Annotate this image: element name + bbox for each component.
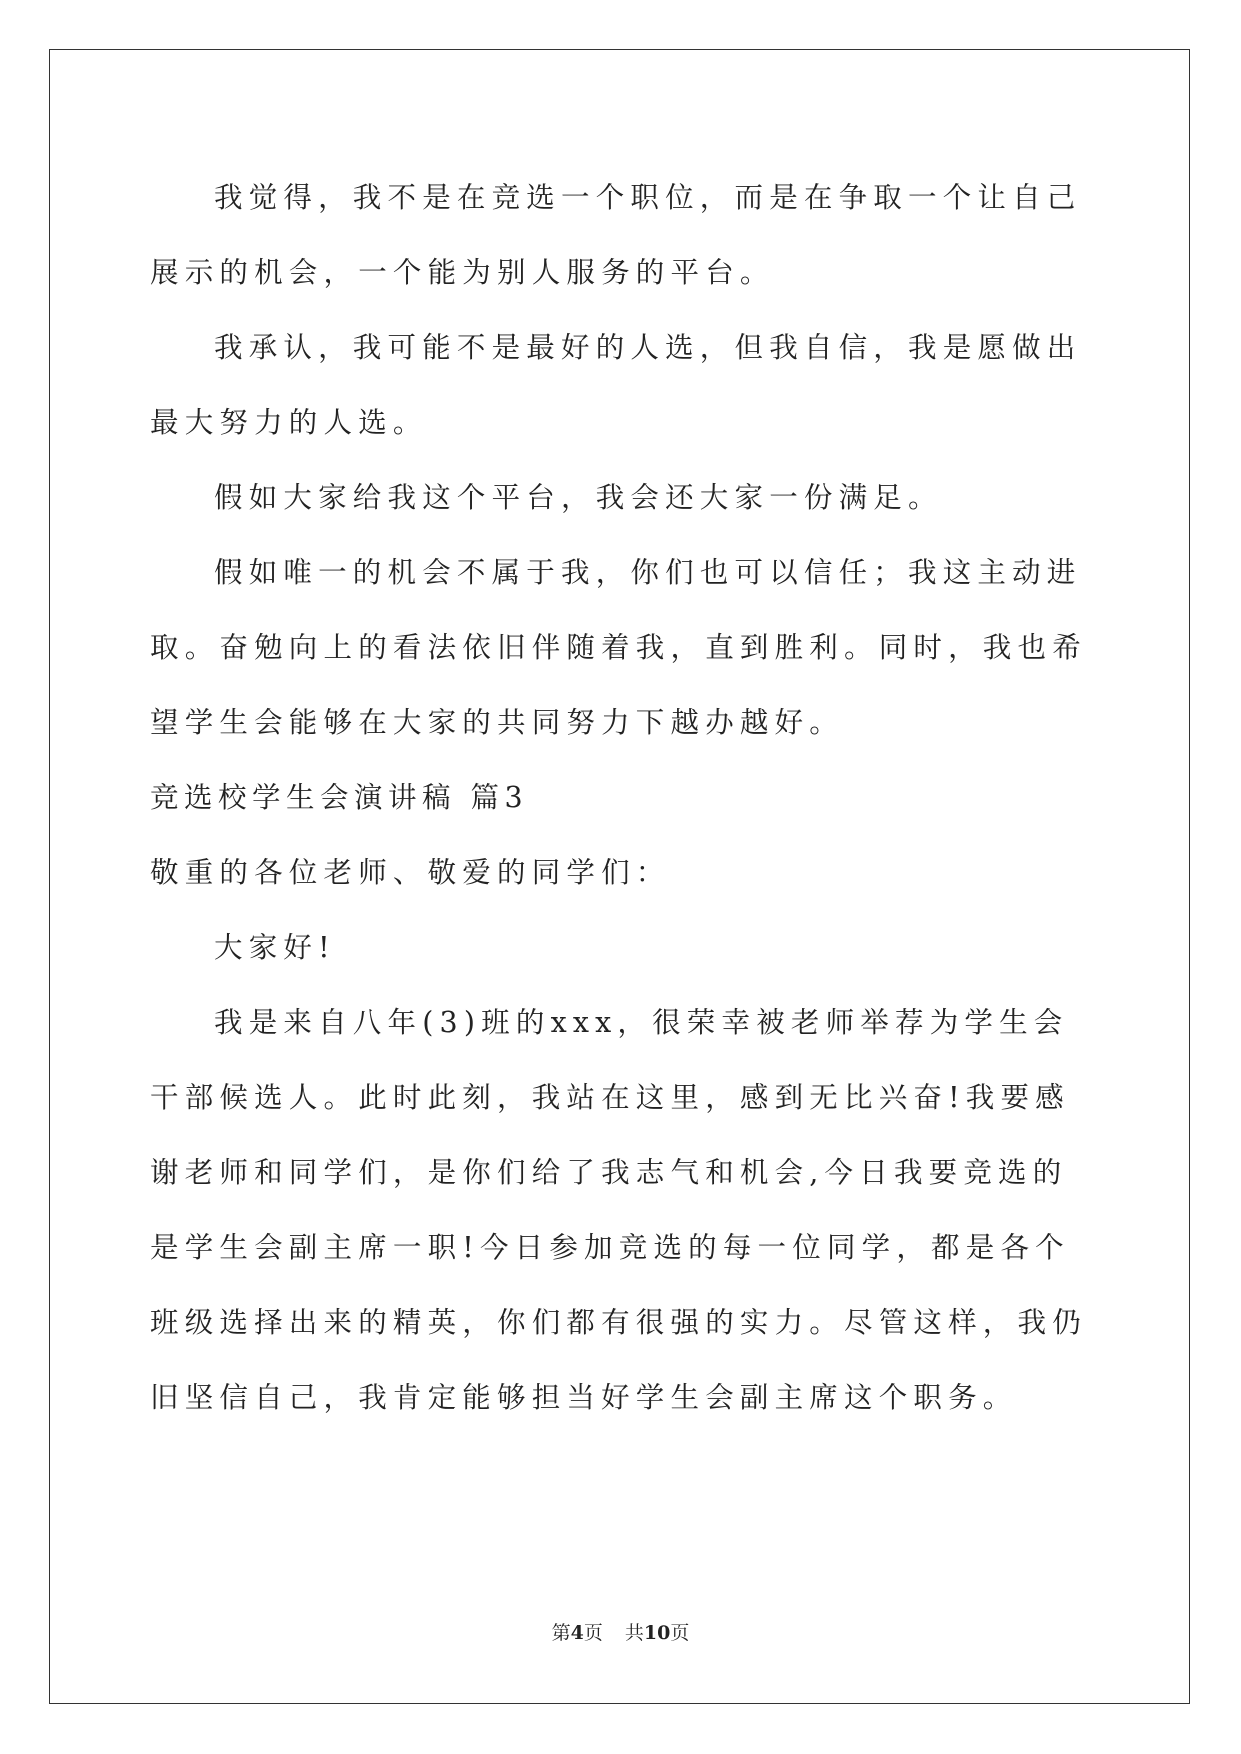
paragraph: 我承认，我可能不是最好的人选，但我自信，我是愿做出最大努力的人选。 [150, 331, 1082, 439]
total-suffix: 页 [670, 1622, 690, 1644]
paragraph: 我觉得，我不是在竞选一个职位，而是在争取一个让自己展示的机会，一个能为别人服务的平台。 [150, 181, 1082, 289]
salutation: 敬重的各位老师、敬爱的同学们： [150, 856, 671, 889]
page-current: 4 [570, 1622, 584, 1644]
document-body [150, 160, 1090, 1435]
greeting: 大家好! [214, 931, 336, 964]
page-footer [0, 1618, 1241, 1645]
total-prefix: 共 [624, 1622, 644, 1644]
paragraph: 假如大家给我这个平台，我会还大家一份满足。 [214, 481, 943, 514]
paragraph: 我是来自八年(3)班的xxx，很荣幸被老师举荐为学生会干部候选人。此时此刻，我站在这里，感到无比兴奋!我要感谢老师和同学们，是你们给了我志气和机会,今日我要竞选的是学生会副主席一职!今日参加竞选的每一位同学，都是各个班级选择出来的精英，你们都有很强的实力。尽管这样，我仍旧坚信自己，我肯定能够担当好学生会副主席这个职务。 [150, 1006, 1087, 1414]
section-title: 竞选校学生会演讲稿 篇3 [150, 781, 529, 814]
page-prefix: 第 [551, 1622, 571, 1644]
paragraph: 假如唯一的机会不属于我，你们也可以信任；我这主动进取。奋勉向上的看法依旧伴随着我，直到胜利。同时，我也希望学生会能够在大家的共同努力下越办越好。 [150, 556, 1087, 739]
page-suffix: 页 [583, 1622, 603, 1644]
page-total: 10 [643, 1622, 671, 1644]
